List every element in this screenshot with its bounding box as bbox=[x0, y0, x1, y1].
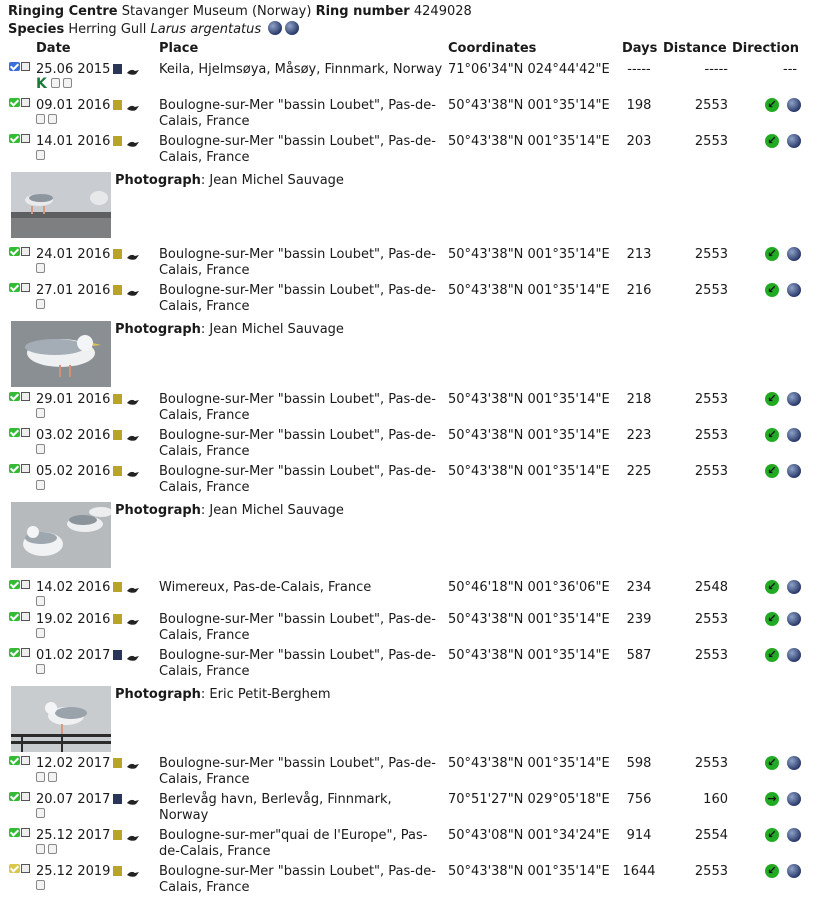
mic-icon[interactable] bbox=[21, 864, 30, 873]
photo-label: Photograph bbox=[115, 322, 201, 337]
col-coordinates: Coordinates bbox=[448, 41, 537, 56]
bird-icon bbox=[127, 431, 139, 439]
col-distance: Distance bbox=[663, 41, 727, 56]
mic-icon[interactable] bbox=[21, 392, 30, 401]
record-date: 25.06 2015 bbox=[36, 62, 111, 77]
direction-cell bbox=[765, 98, 805, 114]
record-date: 25.12 2017 bbox=[36, 828, 111, 843]
doc-icon[interactable] bbox=[36, 772, 45, 782]
info-icon[interactable] bbox=[36, 480, 45, 490]
col-direction: Direction bbox=[732, 41, 800, 56]
bird-photo[interactable] bbox=[11, 502, 111, 568]
globe-icon[interactable] bbox=[787, 392, 801, 406]
check-icon bbox=[9, 98, 20, 107]
table-row bbox=[0, 864, 840, 900]
record-days: 234 bbox=[626, 580, 652, 595]
photo-credit: : Jean Michel Sauvage bbox=[200, 503, 344, 518]
direction-arrow-icon: ↙ bbox=[765, 828, 779, 842]
mic-icon[interactable] bbox=[21, 612, 30, 621]
record-days: 198 bbox=[626, 98, 652, 113]
record-place: Berlevåg havn, Berlevåg, Finnmark, Norway bbox=[159, 792, 392, 823]
record-coordinates: 50°46'18"N 001°36'06"E bbox=[448, 580, 610, 595]
record-date: 03.02 2016 bbox=[36, 428, 111, 443]
globe-icon[interactable] bbox=[787, 428, 801, 442]
direction-arrow-icon: ↙ bbox=[765, 428, 779, 442]
record-distance: 2548 bbox=[694, 580, 728, 595]
table-row bbox=[0, 247, 840, 283]
record-sub-icons bbox=[36, 408, 48, 420]
direction-cell bbox=[765, 864, 805, 880]
ring-number-value: 4249028 bbox=[413, 4, 472, 19]
record-sub-icons bbox=[36, 150, 48, 162]
record-coordinates: 50°43'38"N 001°35'14"E bbox=[448, 864, 610, 879]
bird-icon bbox=[127, 467, 139, 475]
record-date: 24.01 2016 bbox=[36, 247, 111, 262]
mic-icon[interactable] bbox=[21, 756, 30, 765]
direction-cell bbox=[765, 428, 805, 444]
globe-icon[interactable] bbox=[787, 612, 801, 626]
record-sub-icons bbox=[36, 880, 48, 892]
record-direction: --- bbox=[783, 62, 798, 77]
record-date: 25.12 2019 bbox=[36, 864, 111, 879]
check-icon bbox=[9, 134, 20, 143]
mic-icon[interactable] bbox=[21, 580, 30, 589]
table-row bbox=[0, 98, 840, 134]
table-row bbox=[0, 792, 840, 828]
record-distance: 2553 bbox=[694, 612, 728, 627]
info-icon[interactable] bbox=[36, 263, 45, 273]
ringing-centre-label: Ringing Centre bbox=[8, 4, 118, 19]
photo-credit: : Jean Michel Sauvage bbox=[200, 322, 344, 337]
record-date: 14.02 2016 bbox=[36, 580, 111, 595]
record-place: Wimereux, Pas-de-Calais, France bbox=[159, 580, 372, 595]
mic-icon[interactable] bbox=[21, 828, 30, 837]
table-row bbox=[0, 580, 840, 616]
record-place: Keila, Hjelmsøya, Måsøy, Finnmark, Norway bbox=[159, 62, 443, 77]
table-row bbox=[0, 392, 840, 428]
info-icon[interactable] bbox=[36, 628, 45, 638]
record-coordinates: 50°43'38"N 001°35'14"E bbox=[448, 612, 610, 627]
mic-icon[interactable] bbox=[21, 648, 30, 657]
record-coordinates: 71°06'34"N 024°44'42"E bbox=[448, 62, 610, 77]
record-sub-icons bbox=[36, 772, 60, 784]
direction-cell bbox=[765, 612, 805, 628]
ring-tag-icon bbox=[113, 866, 122, 876]
record-distance: 2554 bbox=[694, 828, 728, 843]
ring-tag-icon bbox=[113, 650, 122, 660]
record-sub-icons bbox=[36, 78, 75, 90]
record-coordinates: 50°43'38"N 001°35'14"E bbox=[448, 283, 610, 298]
record-place: Boulogne-sur-Mer "bassin Loubet", Pas-de-Calais, France bbox=[159, 464, 436, 495]
bird-icon bbox=[127, 65, 139, 73]
ring-tag-icon bbox=[113, 758, 122, 768]
check-icon bbox=[9, 283, 20, 292]
record-date: 09.01 2016 bbox=[36, 98, 111, 113]
info-icon[interactable] bbox=[48, 114, 57, 124]
table-row bbox=[0, 756, 840, 792]
ring-tag-icon bbox=[113, 394, 122, 404]
direction-cell bbox=[765, 392, 805, 408]
direction-cell bbox=[765, 828, 805, 844]
photo-label: Photograph bbox=[115, 173, 201, 188]
record-date: 01.02 2017 bbox=[36, 648, 111, 663]
info-icon[interactable] bbox=[36, 880, 45, 890]
record-coordinates: 50°43'38"N 001°35'14"E bbox=[448, 247, 610, 262]
ring-tag-icon bbox=[113, 249, 122, 259]
direction-cell bbox=[765, 134, 805, 150]
record-days: 587 bbox=[626, 648, 652, 663]
direction-cell bbox=[765, 283, 805, 299]
record-coordinates: 50°43'38"N 001°35'14"E bbox=[448, 98, 610, 113]
k-letter-icon: K bbox=[36, 76, 47, 92]
bird-icon bbox=[127, 286, 139, 294]
bird-icon bbox=[127, 395, 139, 403]
col-days: Days bbox=[622, 41, 658, 56]
ring-tag-icon bbox=[113, 582, 122, 592]
record-date: 14.01 2016 bbox=[36, 134, 111, 149]
record-coordinates: 50°43'08"N 001°34'24"E bbox=[448, 828, 610, 843]
direction-arrow-icon: ↙ bbox=[765, 392, 779, 406]
mic-icon[interactable] bbox=[21, 247, 30, 256]
ringing-centre-line bbox=[8, 4, 472, 19]
record-distance: 2553 bbox=[694, 98, 728, 113]
globe-icon[interactable] bbox=[787, 828, 801, 842]
record-place: Boulogne-sur-Mer "bassin Loubet", Pas-de-Calais, France bbox=[159, 756, 436, 787]
photo-credit: : Jean Michel Sauvage bbox=[200, 173, 344, 188]
info-icon[interactable] bbox=[36, 808, 45, 818]
record-distance: 2553 bbox=[694, 648, 728, 663]
photo-label: Photograph bbox=[115, 503, 201, 518]
direction-arrow-icon: ↙ bbox=[765, 283, 779, 297]
info-icon[interactable] bbox=[36, 150, 45, 160]
globe-icon[interactable] bbox=[787, 648, 801, 662]
record-place: Boulogne-sur-mer"quai de l'Europe", Pas-de-Calais, France bbox=[159, 828, 428, 859]
mic-icon[interactable] bbox=[21, 792, 30, 801]
record-sub-icons bbox=[36, 664, 48, 676]
record-place: Boulogne-sur-Mer "bassin Loubet", Pas-de-Calais, France bbox=[159, 864, 436, 895]
bird-icon bbox=[127, 101, 139, 109]
direction-cell bbox=[765, 756, 805, 772]
record-date: 05.02 2016 bbox=[36, 464, 111, 479]
record-days: 218 bbox=[626, 392, 652, 407]
record-distance: 2553 bbox=[694, 428, 728, 443]
photo-caption bbox=[115, 687, 330, 702]
direction-arrow-icon: ↙ bbox=[765, 612, 779, 626]
direction-cell bbox=[765, 580, 805, 596]
table-row bbox=[0, 828, 840, 864]
direction-arrow-icon: ↙ bbox=[765, 864, 779, 878]
col-date: Date bbox=[36, 41, 71, 56]
bird-icon bbox=[127, 250, 139, 258]
bird-photo[interactable] bbox=[11, 172, 111, 238]
record-days: 203 bbox=[626, 134, 652, 149]
info-icon[interactable] bbox=[48, 772, 57, 782]
doc-icon[interactable] bbox=[36, 844, 45, 854]
record-distance: 2553 bbox=[694, 392, 728, 407]
photo-label: Photograph bbox=[115, 687, 201, 702]
species-label: Species bbox=[8, 22, 65, 37]
bird-icon bbox=[127, 867, 139, 875]
doc-icon[interactable] bbox=[36, 114, 45, 124]
globe-icon[interactable] bbox=[787, 464, 801, 478]
record-coordinates: 70°51'27"N 029°05'18"E bbox=[448, 792, 610, 807]
record-coordinates: 50°43'38"N 001°35'14"E bbox=[448, 756, 610, 771]
table-row bbox=[0, 134, 840, 170]
mic-icon[interactable] bbox=[21, 98, 30, 107]
ring-tag-icon bbox=[113, 430, 122, 440]
record-coordinates: 50°43'38"N 001°35'14"E bbox=[448, 464, 610, 479]
ring-tag-icon bbox=[113, 466, 122, 476]
doc-icon[interactable] bbox=[51, 78, 60, 88]
record-days: 213 bbox=[626, 247, 652, 262]
record-place: Boulogne-sur-Mer "bassin Loubet", Pas-de-Calais, France bbox=[159, 428, 436, 459]
record-days: 225 bbox=[626, 464, 652, 479]
record-coordinates: 50°43'38"N 001°35'14"E bbox=[448, 648, 610, 663]
record-date: 29.01 2016 bbox=[36, 392, 111, 407]
direction-arrow-icon: ↙ bbox=[765, 580, 779, 594]
ring-tag-icon bbox=[113, 100, 122, 110]
check-icon bbox=[9, 392, 20, 401]
table-row bbox=[0, 464, 840, 500]
globe-icon[interactable] bbox=[787, 134, 801, 148]
record-place: Boulogne-sur-Mer "bassin Loubet", Pas-de-Calais, France bbox=[159, 392, 436, 423]
check-icon bbox=[9, 247, 20, 256]
direction-arrow-icon: ↙ bbox=[765, 756, 779, 770]
record-sub-icons bbox=[36, 299, 48, 311]
bird-icon bbox=[127, 137, 139, 145]
bird-icon bbox=[127, 831, 139, 839]
record-distance: 2553 bbox=[694, 283, 728, 298]
check-icon bbox=[9, 612, 20, 621]
bird-icon bbox=[127, 651, 139, 659]
bird-icon bbox=[127, 759, 139, 767]
bird-photo[interactable] bbox=[11, 321, 111, 387]
record-sub-icons bbox=[36, 596, 48, 608]
info-icon[interactable] bbox=[36, 299, 45, 309]
record-distance: 2553 bbox=[694, 756, 728, 771]
globe-icon[interactable] bbox=[787, 247, 801, 261]
record-date: 19.02 2016 bbox=[36, 612, 111, 627]
globe-icon[interactable] bbox=[787, 580, 801, 594]
record-distance: 160 bbox=[703, 792, 728, 807]
globe-icon[interactable] bbox=[787, 283, 801, 297]
record-coordinates: 50°43'38"N 001°35'14"E bbox=[448, 392, 610, 407]
record-days: ----- bbox=[627, 62, 651, 77]
record-sub-icons bbox=[36, 628, 48, 640]
ring-tag-icon bbox=[113, 614, 122, 624]
bird-icon bbox=[127, 615, 139, 623]
species-line bbox=[8, 21, 299, 37]
direction-cell bbox=[765, 247, 805, 263]
bird-icon bbox=[127, 583, 139, 591]
photo-caption bbox=[115, 503, 344, 518]
bird-photo[interactable] bbox=[11, 686, 111, 752]
check-icon bbox=[9, 62, 20, 71]
record-place: Boulogne-sur-Mer "bassin Loubet", Pas-de-Calais, France bbox=[159, 98, 436, 129]
species-common: Herring Gull bbox=[68, 22, 147, 37]
direction-arrow-icon: ↙ bbox=[765, 648, 779, 662]
record-date: 27.01 2016 bbox=[36, 283, 111, 298]
record-place: Boulogne-sur-Mer "bassin Loubet", Pas-de-Calais, France bbox=[159, 283, 436, 314]
record-place: Boulogne-sur-Mer "bassin Loubet", Pas-de-Calais, France bbox=[159, 612, 436, 643]
info-icon[interactable] bbox=[36, 664, 45, 674]
ring-tag-icon bbox=[113, 830, 122, 840]
mic-icon[interactable] bbox=[21, 464, 30, 473]
record-coordinates: 50°43'38"N 001°35'14"E bbox=[448, 428, 610, 443]
record-days: 239 bbox=[626, 612, 652, 627]
record-sub-icons bbox=[36, 263, 48, 275]
record-distance: 2553 bbox=[694, 864, 728, 879]
direction-arrow-icon: ↙ bbox=[765, 464, 779, 478]
record-distance: ----- bbox=[704, 62, 728, 77]
globe-icon[interactable] bbox=[268, 21, 282, 35]
check-icon bbox=[9, 428, 20, 437]
record-days: 223 bbox=[626, 428, 652, 443]
photo-caption bbox=[115, 322, 344, 337]
ring-tag-icon bbox=[113, 64, 122, 74]
direction-cell bbox=[765, 464, 805, 480]
record-date: 12.02 2017 bbox=[36, 756, 111, 771]
check-icon bbox=[9, 864, 20, 873]
record-place: Boulogne-sur-Mer "bassin Loubet", Pas-de-Calais, France bbox=[159, 648, 436, 679]
table-row bbox=[0, 648, 840, 684]
globe-icon[interactable] bbox=[285, 21, 299, 35]
info-icon[interactable] bbox=[36, 408, 45, 418]
ring-tag-icon bbox=[113, 285, 122, 295]
record-coordinates: 50°43'38"N 001°35'14"E bbox=[448, 134, 610, 149]
globe-icon[interactable] bbox=[787, 756, 801, 770]
info-icon[interactable] bbox=[48, 844, 57, 854]
mic-icon[interactable] bbox=[21, 283, 30, 292]
direction-arrow-icon: ↙ bbox=[765, 247, 779, 261]
globe-icon[interactable] bbox=[787, 864, 801, 878]
record-sub-icons bbox=[36, 808, 48, 820]
check-icon bbox=[9, 828, 20, 837]
mic-icon[interactable] bbox=[21, 62, 30, 71]
ring-tag-icon bbox=[113, 136, 122, 146]
check-icon bbox=[9, 792, 20, 801]
table-row bbox=[0, 62, 840, 98]
record-distance: 2553 bbox=[694, 464, 728, 479]
record-place: Boulogne-sur-Mer "bassin Loubet", Pas-de-Calais, France bbox=[159, 247, 436, 278]
info-icon[interactable] bbox=[36, 444, 45, 454]
globe-icon[interactable] bbox=[787, 98, 801, 112]
record-distance: 2553 bbox=[694, 247, 728, 262]
table-row bbox=[0, 283, 840, 319]
globe-icon[interactable] bbox=[787, 792, 801, 806]
direction-arrow-icon: → bbox=[765, 792, 779, 806]
direction-cell bbox=[765, 648, 805, 664]
mic-icon[interactable] bbox=[21, 134, 30, 143]
record-sub-icons bbox=[36, 114, 60, 126]
direction-cell bbox=[765, 792, 805, 808]
record-days: 914 bbox=[626, 828, 652, 843]
col-place: Place bbox=[159, 41, 199, 56]
record-days: 598 bbox=[626, 756, 652, 771]
record-distance: 2553 bbox=[694, 134, 728, 149]
species-latin: Larus argentatus bbox=[150, 22, 262, 37]
photo-credit: : Eric Petit-Berghem bbox=[200, 687, 331, 702]
table-row bbox=[0, 428, 840, 464]
record-sub-icons bbox=[36, 444, 48, 456]
record-days: 216 bbox=[626, 283, 652, 298]
info-icon[interactable] bbox=[36, 596, 45, 606]
ring-number-label: Ring number bbox=[315, 4, 410, 19]
check-icon bbox=[9, 648, 20, 657]
record-place: Boulogne-sur-Mer "bassin Loubet", Pas-de-Calais, France bbox=[159, 134, 436, 165]
record-date: 20.07 2017 bbox=[36, 792, 111, 807]
bird-icon bbox=[127, 795, 139, 803]
record-days: 756 bbox=[626, 792, 652, 807]
mic-icon[interactable] bbox=[21, 428, 30, 437]
record-sub-icons bbox=[36, 844, 60, 856]
table-row bbox=[0, 612, 840, 648]
ringing-centre-value: Stavanger Museum (Norway) bbox=[121, 4, 312, 19]
direction-arrow-icon: ↙ bbox=[765, 134, 779, 148]
check-icon bbox=[9, 580, 20, 589]
record-sub-icons bbox=[36, 480, 48, 492]
direction-arrow-icon: ↙ bbox=[765, 98, 779, 112]
record-days: 1644 bbox=[622, 864, 656, 879]
attachment-icon[interactable] bbox=[63, 78, 72, 88]
ring-tag-icon bbox=[113, 794, 122, 804]
check-icon bbox=[9, 756, 20, 765]
photo-caption bbox=[115, 173, 344, 188]
check-icon bbox=[9, 464, 20, 473]
